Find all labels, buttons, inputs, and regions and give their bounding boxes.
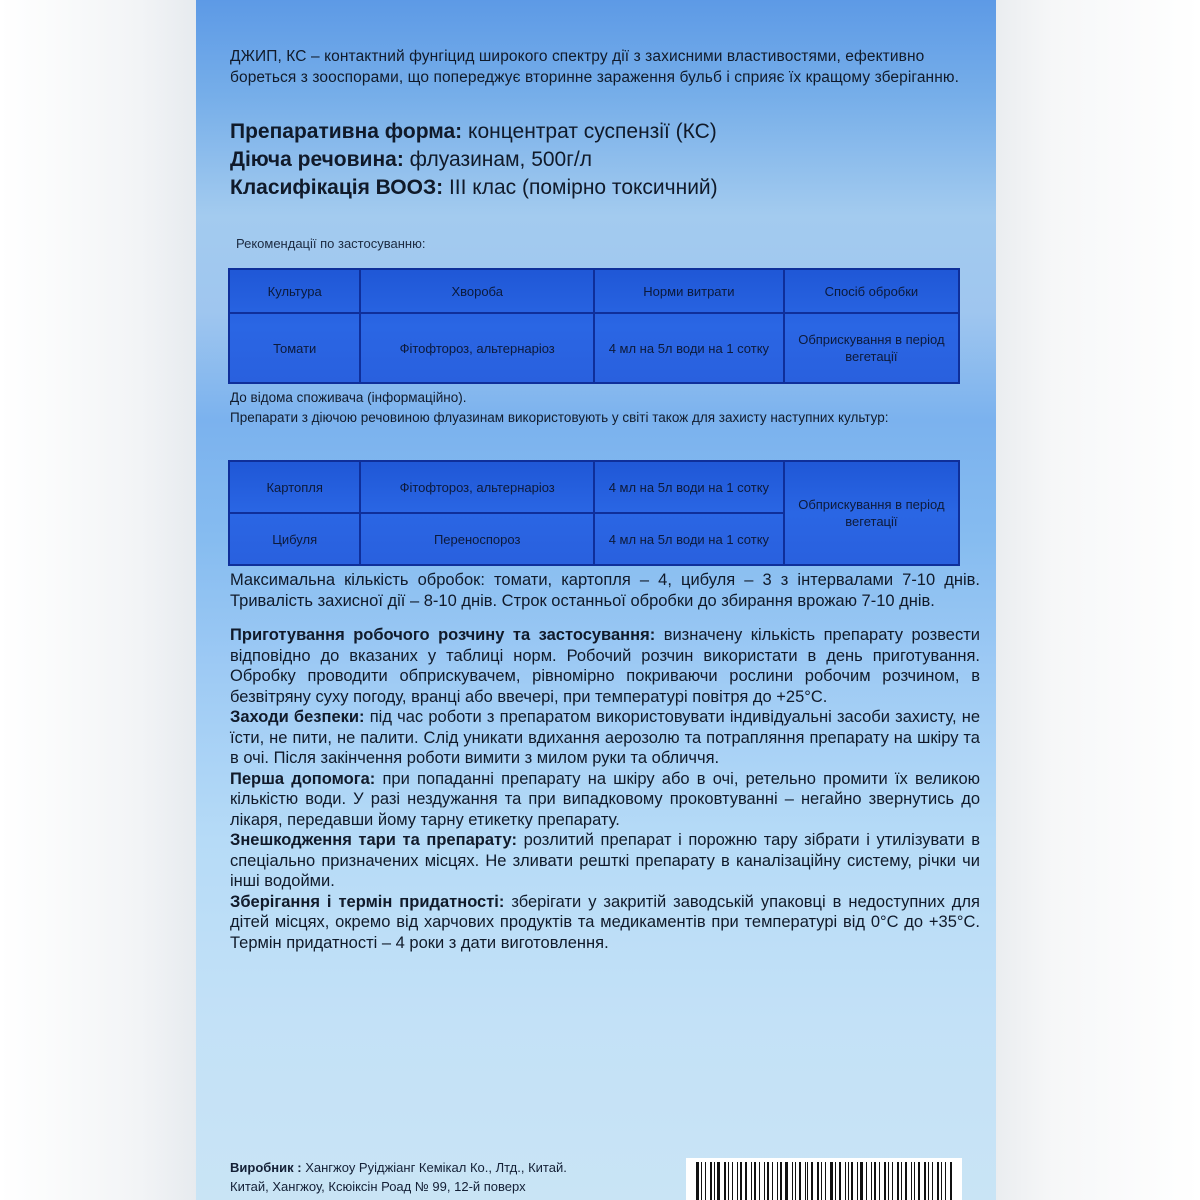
barcode-bar [785,1162,788,1200]
barcode-bar [754,1162,757,1200]
barcode-bar [839,1162,841,1200]
cell-rate: 4 мл на 5л води на 1 сотку [594,313,784,383]
cell-crop: Томати [229,313,360,383]
barcode-bar [905,1162,907,1200]
barcode-bar [705,1162,706,1200]
barcode-bar [932,1162,933,1200]
barcode-bar [892,1162,893,1200]
barcode-bar [871,1162,872,1200]
barcode-bar [811,1162,813,1200]
barcode-bar [845,1162,846,1200]
barcode-bar [745,1162,747,1200]
table-header-row [229,269,959,313]
barcode-bar [821,1162,822,1200]
consumer-info-text: Препарати з діючою речовиною флуазинам використовують у світі також для захисту наступних культур: [230,410,889,425]
barcode-bar [924,1162,926,1200]
barcode-bar [710,1162,712,1200]
barcode-bar [897,1162,900,1200]
product-label [196,0,996,1200]
manufacturer-name: Хангжоу Руіджіанг Кемікал Ко., Лтд., Китай. [305,1160,567,1175]
barcode-bar [866,1162,867,1200]
spec-who-class [230,174,990,202]
safety-label: Заходи безпеки: [230,708,365,726]
barcode-bar [848,1162,849,1200]
safety-text: під час роботи з препаратом використовувати індивідуальні засоби захисту, не їсти, не пити, не палити. Слід уникати вдихання аерозолю та потрапляння препарату на шкіру та в очі. Після закінчення роботи вимити з милом руки та обличчя. [230,708,980,767]
storage-label: Зберігання і термін придатності: [230,892,505,911]
barcode-bar [945,1162,946,1200]
barcode-bar [724,1162,726,1200]
barcode [686,1158,962,1200]
barcode-bar [732,1162,733,1200]
header-rate: Норми витрати [594,269,784,313]
spec-who-label: Класифікація ВООЗ: [230,176,444,199]
barcode-bar [764,1162,765,1200]
barcode-bar [941,1162,942,1200]
manufacturer-label: Виробник : [230,1160,302,1175]
barcode-bar [884,1162,886,1200]
spec-active-substance [230,146,990,174]
cell-disease: Фітофтороз, альтернаріоз [360,461,594,513]
barcode-bar [737,1162,738,1200]
recommendations-table [228,268,960,384]
barcode-bar [780,1162,782,1200]
first-aid-label: Перша допомога: [230,769,376,788]
first-aid-text: при попаданні препарату на шкіру або в очі, ретельно промити їх великою кількістю води. У разі нездужання та при випадковому проковтуванні – негайно звернутись до лікаря, передавши йому тарну етикетку препарату. [230,769,981,829]
header-method: Спосіб обробки [784,269,959,313]
cell-disease: Фітофтороз, альтернаріоз [360,313,594,383]
consumer-info-title: До відома споживача (інформаційно). [230,390,467,405]
product-description: контактний фунгіцид широкого спектру дії з захисними властивостями, ефективно бореться з зооспорами, що попереджує вторинне зараження бульб і сприяє їх кращому зберіганню. [230,48,959,86]
barcode-bar [860,1162,863,1200]
spec-form [230,118,990,146]
consumer-info [230,388,970,428]
barcode-bar [914,1162,915,1200]
spec-active-label: Діюча речовина: [230,148,404,171]
manufacturer-address: Китай, Хангжоу, Ксюіксін Роад № 99, 12-й поверх [230,1179,526,1194]
barcode-bar [717,1162,720,1200]
disposal-text: розлитий препарат і порожню тару зібрати і утилізувати в спеціально призначених місцях. Не зливати решткі препарату в каналізаційну систему, річки чи інші водойми. [230,831,980,890]
barcode-bar [825,1162,826,1200]
barcode-bar [772,1162,773,1200]
recommendations-title: Рекомендації по застосуванню: [236,236,426,251]
storage-paragraph [230,892,980,954]
table-row [229,461,959,513]
barcode-bar [937,1162,940,1200]
cell-method: Обприскування в період вегетації [784,313,959,383]
product-name: ДЖИП, КС – [230,48,320,65]
cell-crop: Цибуля [229,513,360,565]
barcode-bar [759,1162,760,1200]
barcode-bar [830,1162,833,1200]
disposal-label: Знешкодження тари та препарату: [230,831,517,849]
manufacturer-line-1 [230,1158,670,1177]
barcode-bar [740,1162,742,1200]
barcode-bar [950,1162,952,1200]
barcode-bar [918,1162,920,1200]
spec-who-value: III клас (помірно токсичний) [448,176,718,199]
storage-text: зберігати у закритій заводській упаковці в недоступних для дітей місцях, окремо від харчових продуктів та медикаментів при температурі від 0°С до +35°С. Термін придатності – 4 роки з дати виготовлення. [230,892,980,952]
barcode-bar [696,1162,699,1200]
preparation-paragraph [230,625,980,707]
disposal-paragraph [230,830,980,892]
spec-form-label: Препаративна форма: [230,120,463,143]
barcode-bar [911,1162,912,1200]
cell-rate: 4 мл на 5л води на 1 сотку [594,513,784,565]
cell-method: Обприскування в період вегетації [784,461,959,565]
barcode-bar [851,1162,853,1200]
barcode-bar [874,1162,876,1200]
barcode-bar [777,1162,778,1200]
product-specs [230,118,990,202]
manufacturer-info [230,1158,670,1196]
background-left [0,0,200,1200]
background-right [990,0,1200,1200]
barcode-bar [928,1162,929,1200]
spec-form-value: концентрат суспензії (КС) [468,120,717,143]
preparation-label: Приготування робочого розчину та застосування: [230,626,656,644]
barcode-bar [901,1162,902,1200]
barcode-bar [857,1162,858,1200]
barcode-bar [767,1162,769,1200]
barcode-bar [879,1162,880,1200]
treatments-paragraph: Максимальна кількість обробок: томати, картопля – 4, цибуля – 3 з інтервалами 7-10 днів. Тривалість захисної дії – 8-10 днів. Строк останньої обробки до збирання врожаю 7-10 днів. [230,571,980,610]
usage-instructions [230,570,980,953]
first-aid-paragraph [230,769,980,831]
cell-rate: 4 мл на 5л води на 1 сотку [594,461,784,513]
barcode-bar [792,1162,793,1200]
barcode-bar [888,1162,889,1200]
preparation-text: визначену кількість препарату розвести відповідно до вказаних у таблиці норм. Робочий розчин використати в день приготування. Обробку проводити обприскувачем, рівномірно покриваючи рослини робочим розчином, в безвітряну суху погоду, вранці або ввечері, при температурі повітря до +25°С. [230,626,980,706]
barcode-bar [817,1162,819,1200]
barcode-bar [799,1162,801,1200]
barcode-bar [805,1162,806,1200]
barcode-bar [714,1162,715,1200]
barcode-bar [701,1162,702,1200]
barcode-bar [835,1162,836,1200]
barcode-bar [807,1162,808,1200]
other-crops-table [228,460,960,566]
header-crop: Культура [229,269,360,313]
barcode-bar [751,1162,752,1200]
barcode-bar [795,1162,796,1200]
cell-crop: Картопля [229,461,360,513]
spec-active-value: флуазинам, 500г/л [409,148,592,171]
barcode-bar [728,1162,729,1200]
cell-disease: Переноспороз [360,513,594,565]
product-intro [230,46,970,88]
table-row [229,313,959,383]
safety-paragraph [230,707,980,769]
header-disease: Хвороба [360,269,594,313]
